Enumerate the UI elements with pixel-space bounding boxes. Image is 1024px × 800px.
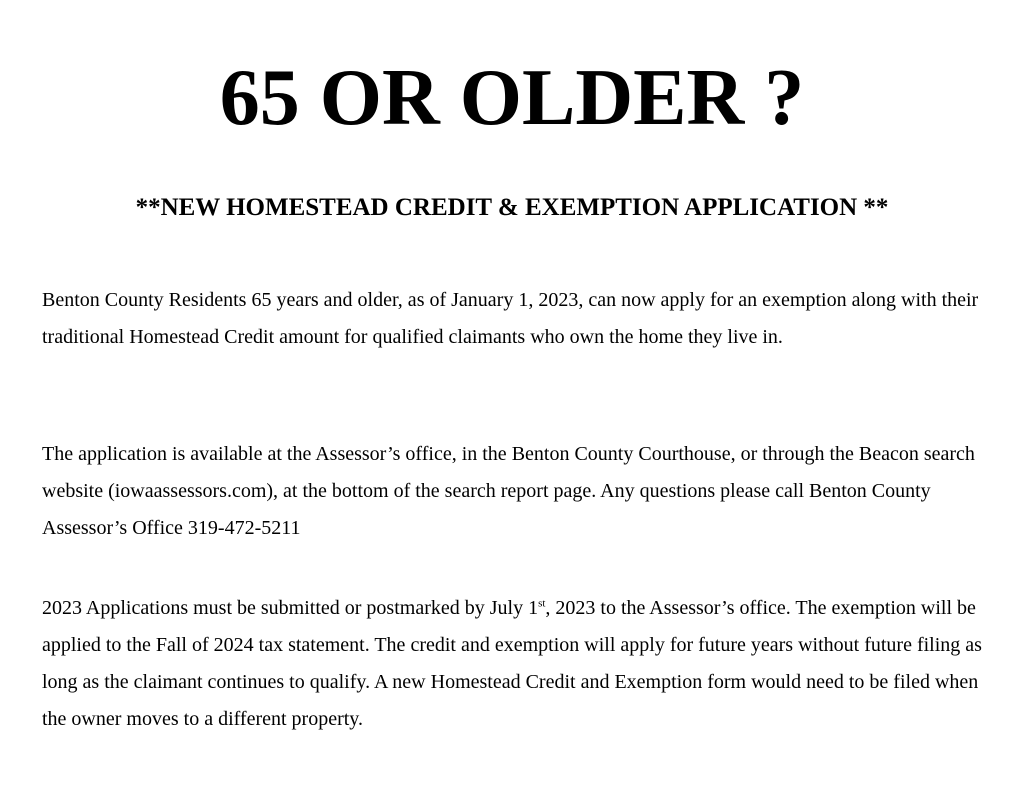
paragraph-eligibility: Benton County Residents 65 years and older, as of January 1, 2023, can now apply for an exemption along with their traditional Homestead Credit amount for qualified claimants who own the home they live in. [42,289,979,348]
page-subtitle: **NEW HOMESTEAD CREDIT & EXEMPTION APPLICATION ** [135,194,889,221]
paragraph-availability: The application is available at the Assessor’s office, in the Benton County Courthouse, or through the Beacon search website (iowaassessors.com), at the bottom of the search report page. Any questions please call Benton County Assessor’s Office 319-472-5211 [42,443,975,539]
ordinal-suffix: st [538,597,546,610]
deadline-text-end: , 2023 to the Assessor’s office. The exemption will be applied to the Fall of 2024 tax statement. The credit and exemption will apply for future years without future filing as long as the claimant continues to qualify. A new Homestead Credit and Exemption form would need to be filed when the owner moves to a different property. [42,597,982,730]
paragraph-deadline [42,590,997,738]
deadline-text-start: 2023 Applications must be submitted or postmarked by July 1 [42,597,539,619]
page-title: 65 OR OLDER ? [219,54,805,142]
